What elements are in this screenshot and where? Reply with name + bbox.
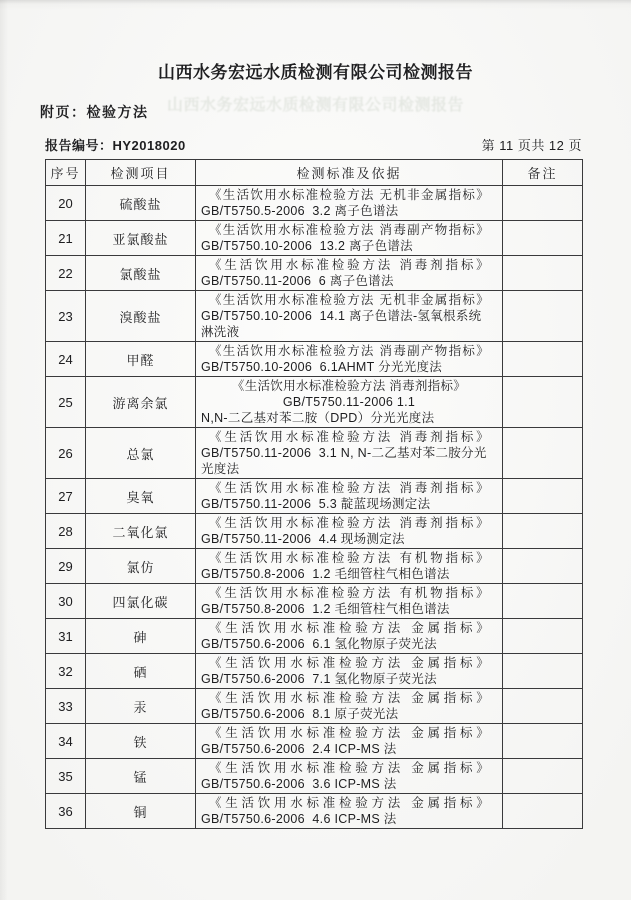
table-row (46, 689, 583, 724)
row-remark (503, 549, 583, 584)
row-remark (503, 689, 583, 724)
row-method (196, 256, 503, 291)
row-method (196, 619, 503, 654)
row-no: 32 (46, 654, 86, 689)
table-row (46, 514, 583, 549)
method-line: GB/T5750.10-2006 13.2 离子色谱法 (201, 239, 413, 253)
row-no: 26 (46, 428, 86, 479)
report-number: 报告编号：HY2018020 (45, 138, 186, 153)
row-remark (503, 619, 583, 654)
row-item: 铜 (86, 794, 196, 829)
row-remark (503, 428, 583, 479)
row-item: 氯仿 (86, 549, 196, 584)
row-item: 溴酸盐 (86, 291, 196, 342)
row-item: 硫酸盐 (86, 186, 196, 221)
row-no: 35 (46, 759, 86, 794)
row-no: 36 (46, 794, 86, 829)
row-no: 27 (46, 479, 86, 514)
row-item: 锰 (86, 759, 196, 794)
method-line: GB/T5750.11-2006 1.1 (282, 395, 416, 409)
method-line: 《生活饮用水标准检验方法 有机物指标》 (209, 586, 489, 600)
row-item: 砷 (86, 619, 196, 654)
row-item: 四氯化碳 (86, 584, 196, 619)
row-method (196, 377, 503, 428)
table-row (46, 759, 583, 794)
row-method (196, 759, 503, 794)
col-header-standard: 检测标准及依据 (196, 160, 503, 186)
table-row (46, 584, 583, 619)
row-no: 34 (46, 724, 86, 759)
row-remark (503, 654, 583, 689)
row-method (196, 584, 503, 619)
method-line: GB/T5750.10-2006 6.1AHMT 分光光度法 (201, 360, 443, 374)
row-method (196, 186, 503, 221)
method-line: 《生活饮用水标准检验方法 消毒副产物指标》 (209, 223, 489, 237)
row-no: 22 (46, 256, 86, 291)
method-line: 《生活饮用水标准检验方法 金属指标》 (209, 761, 489, 775)
row-method (196, 794, 503, 829)
method-line: 光度法 (201, 462, 240, 476)
method-line: 《生活饮用水标准检验方法 金属指标》 (209, 726, 489, 740)
row-item: 氯酸盐 (86, 256, 196, 291)
method-line: GB/T5750.10-2006 14.1 离子色谱法-氢氧根系统 (201, 309, 482, 323)
table-row (46, 186, 583, 221)
row-method (196, 549, 503, 584)
row-item: 游离余氯 (86, 377, 196, 428)
method-line: GB/T5750.5-2006 3.2 离子色谱法 (201, 204, 399, 218)
method-line: 《生活饮用水标准检验方法 消毒剂指标》 (209, 516, 489, 530)
method-line: 《生活饮用水标准检验方法 金属指标》 (209, 796, 489, 810)
row-remark (503, 221, 583, 256)
row-item: 铁 (86, 724, 196, 759)
row-remark (503, 759, 583, 794)
method-line: GB/T5750.6-2006 4.6 ICP-MS 法 (201, 812, 397, 826)
method-line: GB/T5750.6-2006 2.4 ICP-MS 法 (201, 742, 397, 756)
method-line: 淋洗液 (201, 325, 240, 339)
method-line: GB/T5750.8-2006 1.2 毛细管柱气相色谱法 (201, 602, 450, 616)
method-line: GB/T5750.6-2006 8.1 原子荧光法 (201, 707, 399, 721)
row-method (196, 514, 503, 549)
method-line: GB/T5750.8-2006 1.2 毛细管柱气相色谱法 (201, 567, 450, 581)
row-method (196, 428, 503, 479)
row-remark (503, 256, 583, 291)
test-methods-table (45, 159, 583, 829)
row-method (196, 342, 503, 377)
row-method (196, 291, 503, 342)
table-row (46, 549, 583, 584)
row-no: 31 (46, 619, 86, 654)
page-indicator: 第 11 页共 12 页 (481, 138, 582, 153)
row-remark (503, 479, 583, 514)
row-item: 汞 (86, 689, 196, 724)
meta-row (45, 135, 582, 154)
method-line: N,N-二乙基对苯二胺（DPD）分光光度法 (201, 411, 435, 425)
row-remark (503, 342, 583, 377)
row-no: 21 (46, 221, 86, 256)
table-row (46, 377, 583, 428)
method-line: GB/T5750.11-2006 4.4 现场测定法 (201, 532, 405, 546)
col-header-item: 检测项目 (86, 160, 196, 186)
table-row (46, 479, 583, 514)
row-method (196, 724, 503, 759)
row-no: 28 (46, 514, 86, 549)
method-line: 《生活饮用水标准检验方法 消毒剂指标》 (209, 481, 489, 495)
method-line: 《生活饮用水标准检验方法 金属指标》 (209, 621, 489, 635)
table-row (46, 428, 583, 479)
row-method (196, 479, 503, 514)
table-row (46, 291, 583, 342)
method-line: 《生活饮用水标准检验方法 消毒剂指标》 (231, 379, 467, 393)
method-line: 《生活饮用水标准检验方法 无机非金属指标》 (209, 188, 489, 202)
method-line: 《生活饮用水标准检验方法 有机物指标》 (209, 551, 489, 565)
row-method (196, 689, 503, 724)
row-item: 总氯 (86, 428, 196, 479)
col-header-remark: 备注 (503, 160, 583, 186)
col-header-no: 序号 (46, 160, 86, 186)
table-body (46, 186, 583, 829)
method-line: GB/T5750.11-2006 5.3 靛蓝现场测定法 (201, 497, 431, 511)
method-line: 《生活饮用水标准检验方法 金属指标》 (209, 691, 489, 705)
table-row (46, 342, 583, 377)
attachment-label: 附页：检验方法 (40, 104, 149, 120)
row-no: 24 (46, 342, 86, 377)
method-line: 《生活饮用水标准检验方法 消毒剂指标》 (209, 430, 489, 444)
row-no: 33 (46, 689, 86, 724)
table-header-row (46, 160, 583, 186)
report-title: 山西水务宏远水质检测有限公司检测报告 (158, 63, 473, 82)
method-line: 《生活饮用水标准检验方法 消毒副产物指标》 (209, 344, 489, 358)
row-item: 亚氯酸盐 (86, 221, 196, 256)
table-row (46, 619, 583, 654)
row-remark (503, 514, 583, 549)
method-line: GB/T5750.11-2006 3.1 N, N-二乙基对苯二胺分光 (201, 446, 487, 460)
table-row (46, 724, 583, 759)
table-row (46, 256, 583, 291)
method-line: GB/T5750.6-2006 3.6 ICP-MS 法 (201, 777, 397, 791)
table-row (46, 654, 583, 689)
row-no: 25 (46, 377, 86, 428)
table-row (46, 221, 583, 256)
row-item: 二氧化氯 (86, 514, 196, 549)
row-remark (503, 186, 583, 221)
row-no: 20 (46, 186, 86, 221)
method-line: GB/T5750.6-2006 6.1 氢化物原子荧光法 (201, 637, 437, 651)
row-remark (503, 794, 583, 829)
row-remark (503, 377, 583, 428)
row-remark (503, 291, 583, 342)
table-row (46, 794, 583, 829)
method-line: GB/T5750.6-2006 7.1 氢化物原子荧光法 (201, 672, 437, 686)
method-line: 《生活饮用水标准检验方法 无机非金属指标》 (209, 293, 489, 307)
row-item: 硒 (86, 654, 196, 689)
row-remark (503, 584, 583, 619)
row-no: 23 (46, 291, 86, 342)
row-item: 甲醛 (86, 342, 196, 377)
method-line: 《生活饮用水标准检验方法 金属指标》 (209, 656, 489, 670)
row-no: 30 (46, 584, 86, 619)
row-no: 29 (46, 549, 86, 584)
row-item: 臭氧 (86, 479, 196, 514)
title-bleedthrough-ghost: 山西水务宏远水质检测有限公司检测报告 (166, 97, 464, 114)
method-line: 《生活饮用水标准检验方法 消毒剂指标》 (209, 258, 489, 272)
row-remark (503, 724, 583, 759)
row-method (196, 221, 503, 256)
row-method (196, 654, 503, 689)
method-line: GB/T5750.11-2006 6 离子色谱法 (201, 274, 394, 288)
